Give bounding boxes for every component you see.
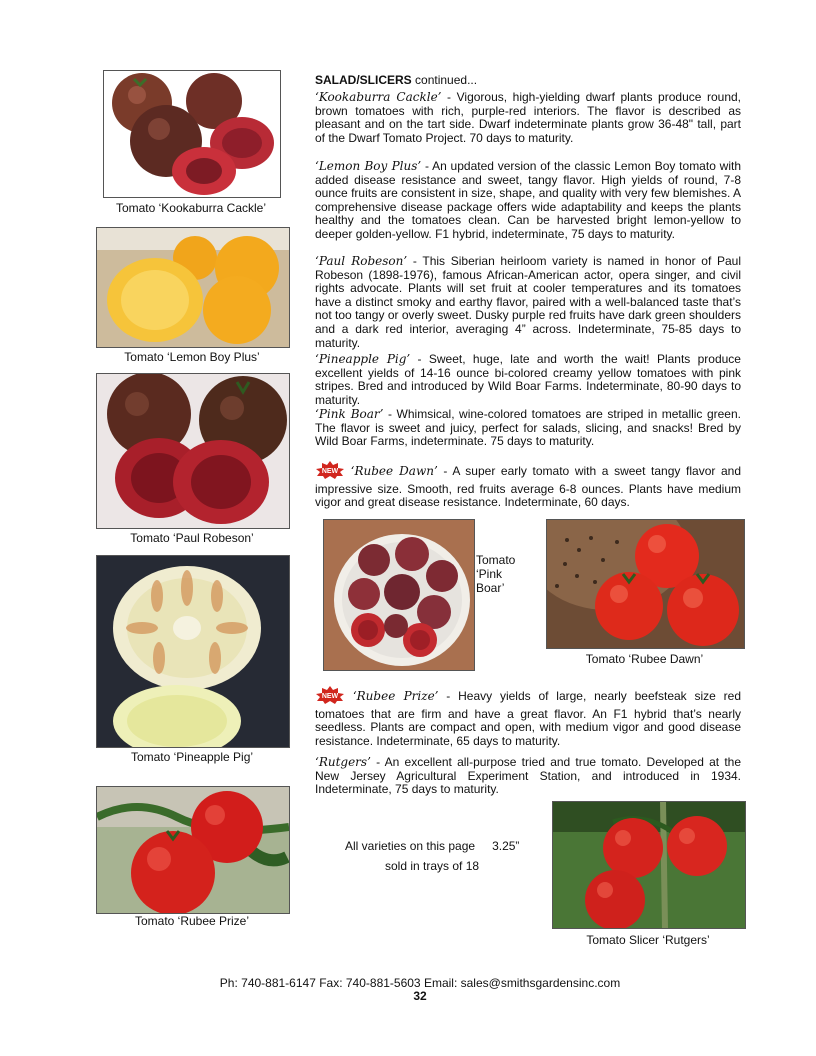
photo-pink-boar <box>323 519 475 671</box>
variety-text: - Heavy yields of large, nearly beefsteak size red tomatoes that are firm and have a great flavor. An F1 hybrid that’s nearly seedless. Plants are compact and open, with medium vigor and good disease resistance. Indeterminate, 65 days to maturity. <box>315 688 741 748</box>
caption-pink-boar-line2: ‘Pink <box>476 567 503 581</box>
variety-name: ‘Pineapple Pig’ <box>315 352 411 366</box>
section-heading-continued: continued... <box>411 73 478 87</box>
variety-paul-robeson <box>315 255 741 350</box>
variety-text: - Sweet, huge, late and worth the wait! Plants produce excellent yields of 14-16 ounce bi-colored creamy yellow tomatoes with pink stripes. Bred and introduced by Wild Boar Farms. Indeterminate, 80-90 days to maturity. <box>315 352 741 407</box>
new-badge-icon <box>315 461 345 483</box>
caption-lemon-boy-plus: Tomato ‘Lemon Boy Plus’ <box>124 350 260 364</box>
variety-rubee-dawn <box>315 461 741 510</box>
variety-name: ‘Kookaburra Cackle’ <box>315 90 442 104</box>
caption-pineapple-pig: Tomato ‘Pineapple Pig’ <box>130 750 254 764</box>
tray-note <box>345 839 519 873</box>
variety-name: ‘Lemon Boy Plus’ <box>315 159 422 173</box>
page-number: 32 <box>413 989 427 1003</box>
photo-rutgers <box>552 801 746 929</box>
tray-note-line1 <box>345 839 519 853</box>
tray-note-text: All varieties on this page <box>345 839 476 853</box>
caption-pink-boar <box>476 553 515 595</box>
svg-text:NEW: NEW <box>321 693 339 700</box>
variety-text: - Whimsical, wine-colored tomatoes are striped in metallic green. The flavor is sweet and juicy, perfect for salads, slicing, and snacks! Bred by Wild Boar Farms, indeterminate. 75 days to maturity. <box>315 407 741 449</box>
section-heading <box>315 73 477 87</box>
caption-rubee-prize: Tomato ‘Rubee Prize’ <box>134 914 250 928</box>
variety-name: ‘Rubee Prize’ <box>352 688 439 703</box>
photo-paul-robeson <box>96 373 290 529</box>
photo-rubee-dawn <box>546 519 745 649</box>
svg-text:NEW: NEW <box>321 468 339 475</box>
photo-rubee-prize <box>96 786 290 914</box>
footer-contact: Ph: 740-881-6147 Fax: 740-881-5603 Email: sales@smithsgardensinc.com <box>219 976 621 990</box>
variety-pineapple-pig <box>315 353 741 407</box>
photo-lemon-boy-plus <box>96 227 290 348</box>
photo-kookaburra-cackle <box>103 70 281 198</box>
variety-rubee-prize <box>315 686 741 748</box>
variety-text: - A super early tomato with a sweet tangy flavor and impressive size. Smooth, red fruits average 6-8 ounces. Plants have medium vigor and great disease resistance. Indeterminate, 60 days. <box>315 463 741 510</box>
variety-text: - Vigorous, high-yielding dwarf plants produce round, brown tomatoes with rich, purple-red interiors. The flavor is described as pleasant and on the tart side. Dwarf indeterminate plants grow 36-48" tall, part of the Dwarf Tomato Project. 70 days to maturity. <box>315 90 742 145</box>
photo-pineapple-pig <box>96 555 290 748</box>
variety-name: ‘Rubee Dawn’ <box>350 463 438 478</box>
caption-paul-robeson: Tomato ‘Paul Robeson’ <box>130 531 254 545</box>
tray-note-size: 3.25” <box>492 839 520 853</box>
tray-note-line2: sold in trays of 18 <box>385 859 480 873</box>
variety-name: ‘Rutgers’ <box>315 755 371 769</box>
variety-text: - This Siberian heirloom variety is named in honor of Paul Robeson (1898-1976), famous African-American actor, opera singer, and civil rights advocate. Plants will set fruit at cooler temperatures and its tomatoes have a distinct smoky and earthy flavor, paired with a well-balanced taste that’s not too tangy or overly sweet. Dusky purple red fruits have dark green shoulders and a dark red interior, averaging 4” across. Indeterminate, 75-85 days to maturity. <box>315 254 741 350</box>
variety-lemon-boy-plus <box>315 160 741 242</box>
caption-pink-boar-line1: Tomato <box>476 553 516 567</box>
variety-text: - An updated version of the classic Lemon Boy tomato with added disease resistance and sweet, tangy flavor. High yields of round, 7-8 ounce fruits are consistent in size, shape, and quality with very few blemishes. A comprehensive disease package offers wide adaptability and keeps the plants healthy and the tomatoes clean. Can be harvested bright lemon-yellow to deeper golden-yellow. F1 hybrid, indeterminate, 75 days to maturity. <box>315 159 741 241</box>
variety-name: ‘Paul Robeson’ <box>315 254 408 268</box>
section-heading-title: SALAD/SLICERS <box>315 73 412 87</box>
variety-rutgers <box>315 756 741 797</box>
variety-text: - An excellent all-purpose tried and true tomato. Developed at the New Jersey Agricultural Experiment Station, and introduced in 1934. Indeterminate, 75 days to maturity. <box>315 755 741 797</box>
caption-kookaburra-cackle: Tomato ‘Kookaburra Cackle’ <box>115 201 267 215</box>
caption-rutgers: Tomato Slicer ‘Rutgers’ <box>586 933 710 947</box>
variety-pink-boar <box>315 408 741 449</box>
variety-name: ‘Pink Boar’ <box>315 407 384 421</box>
variety-kookaburra-cackle <box>315 91 741 145</box>
new-badge-icon <box>315 686 345 708</box>
caption-rubee-dawn: Tomato ‘Rubee Dawn’ <box>585 652 704 666</box>
caption-pink-boar-line3: Boar’ <box>476 581 505 595</box>
